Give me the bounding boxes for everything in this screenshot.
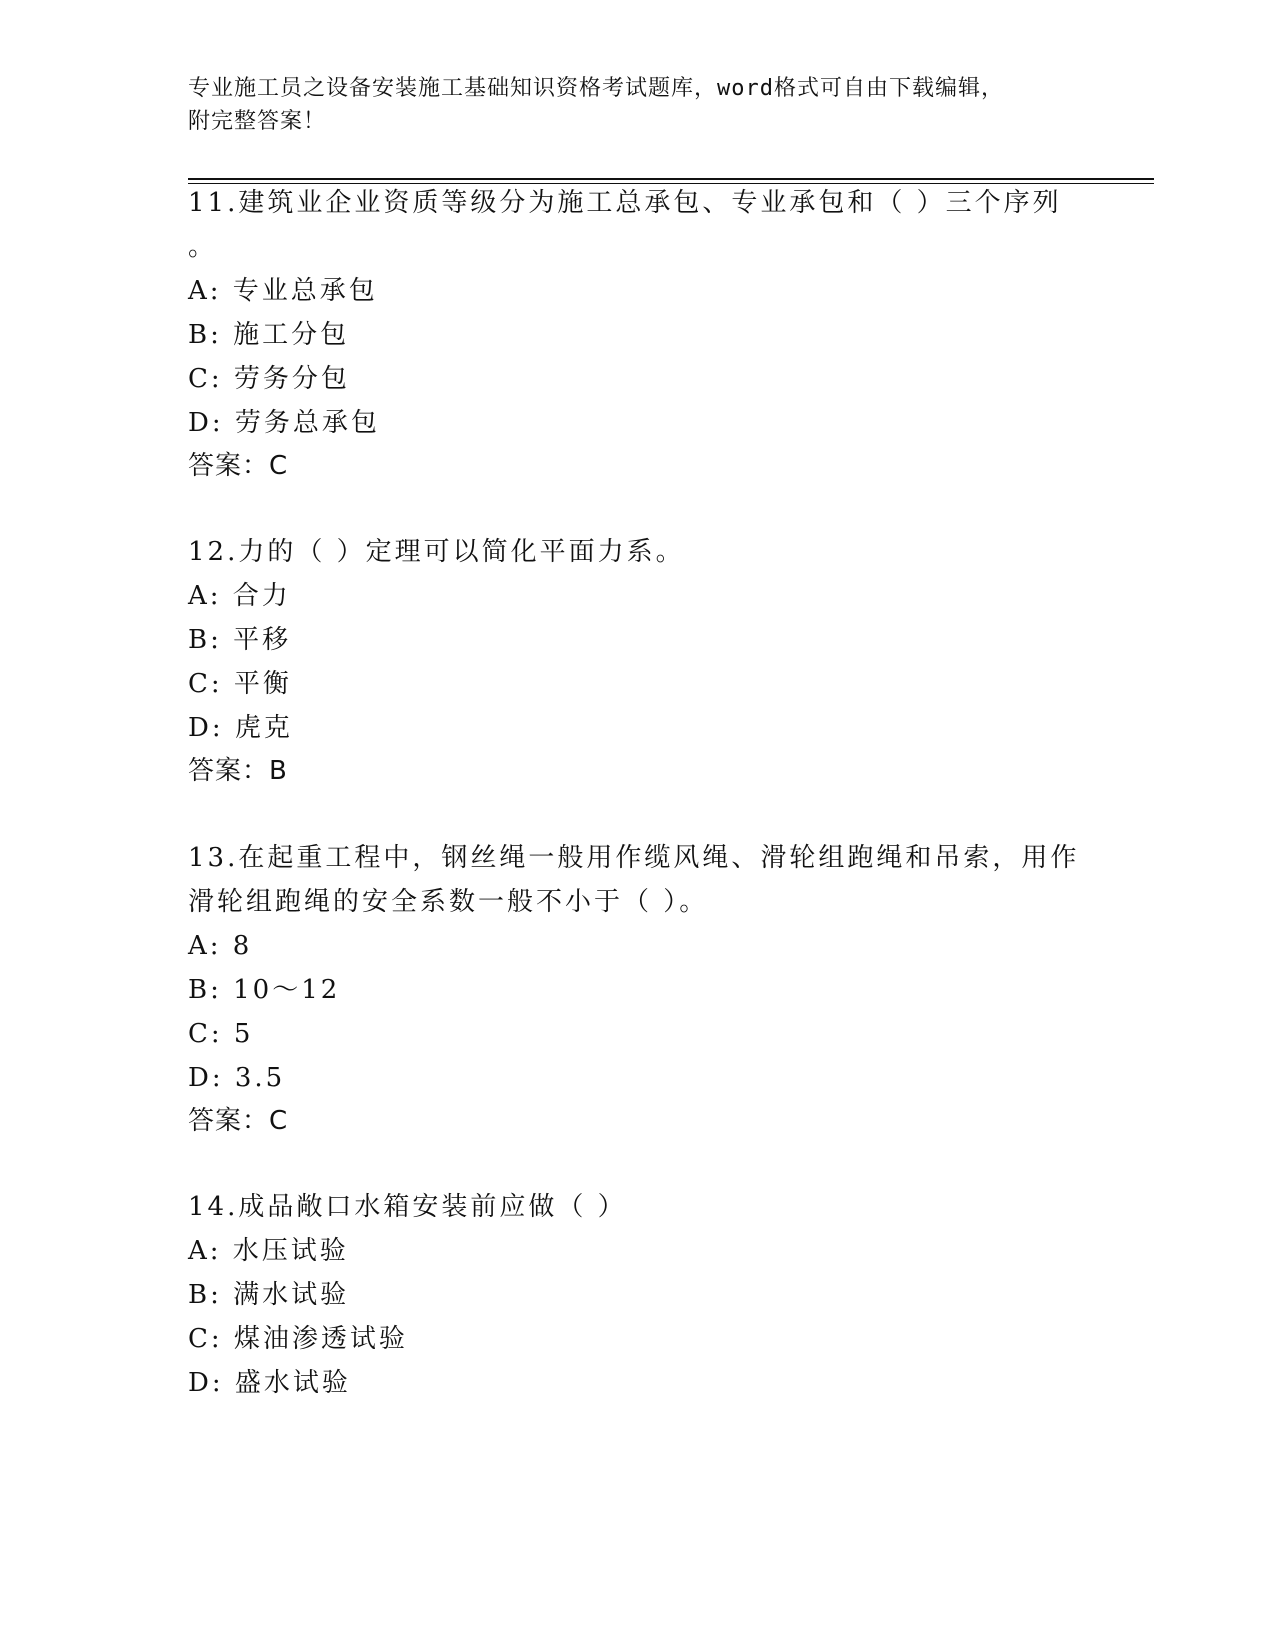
option-b: B: 平移	[188, 625, 292, 655]
option-c: C: 平衡	[188, 669, 292, 699]
option-b: B: 满水试验	[188, 1280, 350, 1310]
answer: 答案：C	[188, 1106, 289, 1136]
option-b: B: 施工分包	[188, 320, 350, 350]
option-b: B: 10～12	[188, 975, 341, 1005]
header-line-2: 附完整答案！	[188, 109, 327, 134]
option-d: D: 3.5	[188, 1063, 286, 1093]
option-a: A: 合力	[188, 581, 291, 611]
question-stem-line-1: 13.在起重工程中，钢丝绳一般用作缆风绳、滑轮组跑绳和吊索，用作	[188, 843, 1080, 873]
option-a: A: 专业总承包	[188, 276, 378, 306]
answer: 答案：B	[188, 756, 288, 786]
document-header	[188, 72, 1068, 138]
question-stem-line-2: 。	[188, 232, 218, 262]
option-a: A: 8	[188, 931, 253, 961]
question-stem-line-1: 11.建筑业企业资质等级分为施工总承包、专业承包和（ ）三个序列	[188, 188, 1062, 218]
option-c: C: 5	[188, 1019, 254, 1049]
header-divider-thick	[188, 178, 1154, 180]
question-stem-line-2: 滑轮组跑绳的安全系数一般不小于（ ）。	[188, 887, 709, 917]
option-a: A: 水压试验	[188, 1236, 349, 1266]
option-d: D: 虎克	[188, 713, 293, 743]
option-d: D: 盛水试验	[188, 1368, 351, 1398]
option-c: C: 煤油渗透试验	[188, 1324, 408, 1354]
answer: 答案：C	[188, 451, 289, 481]
header-line-1: 专业施工员之设备安装施工基础知识资格考试题库，word格式可自由下载编辑，	[188, 76, 1004, 101]
option-c: C: 劳务分包	[188, 364, 350, 394]
question-stem-line-1: 12.力的（ ）定理可以简化平面力系。	[188, 537, 685, 567]
question-stem-line-1: 14.成品敞口水箱安装前应做（ ）	[188, 1192, 627, 1222]
option-d: D: 劳务总承包	[188, 408, 380, 438]
header-divider-thin	[188, 183, 1154, 184]
